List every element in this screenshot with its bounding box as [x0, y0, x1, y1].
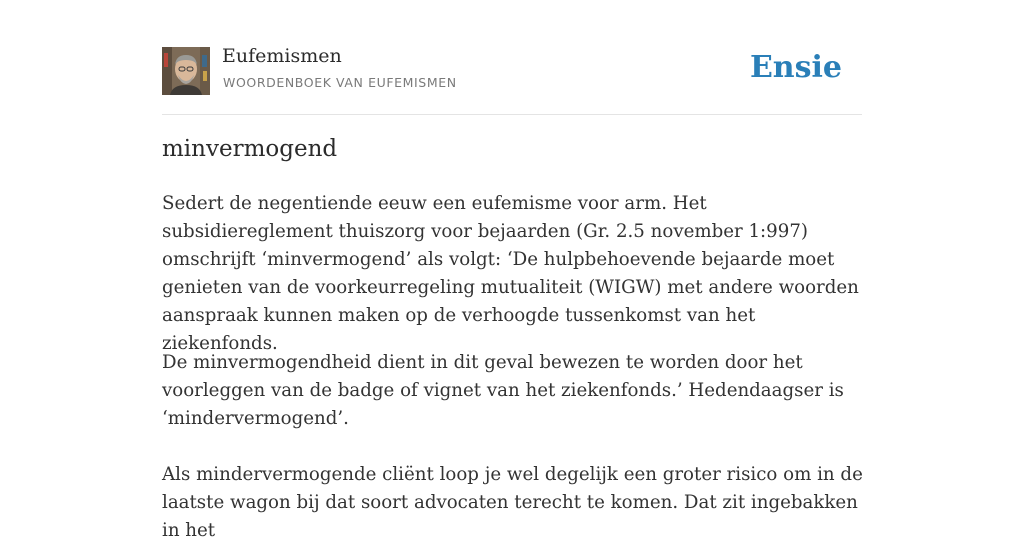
- site-name[interactable]: Eufemismen: [222, 45, 342, 67]
- author-avatar[interactable]: [162, 47, 210, 95]
- site-subtitle: WOORDENBOEK VAN EUFEMISMEN: [223, 75, 457, 90]
- entry-paragraph-1: Sedert de negentiende eeuw een eufemisme voor arm. Het subsidiereglement thuiszorg voor bejaarden (Gr. 2.5 november 1:997) omschrijft ‘minvermogend’ als volgt: ‘De hulpbehoevende bejaarde moet genieten van de voorkeurregeling mutualiteit (WIGW) met andere woorden aanspraak kunnen maken op de verhoogde tussenkomst van het ziekenfonds.: [162, 193, 859, 354]
- site-header: [162, 0, 862, 115]
- ensie-logo-link[interactable]: Ensie: [749, 50, 842, 85]
- entry-title: minvermogend: [162, 136, 338, 162]
- entry-paragraph-2: De minvermogendheid dient in dit geval bewezen te worden door het voorleggen van de badge of vignet van het ziekenfonds.’ Hedendaagser is ‘mindervermogend’.: [162, 352, 844, 429]
- entry-paragraph-3: Als mindervermogende cliënt loop je wel degelijk een groter risico om in de laatste wagon bij dat soort advocaten terecht te komen. Dat zit ingebakken in het: [162, 464, 863, 541]
- page-container: [162, 0, 863, 541]
- avatar-portrait-icon: [162, 47, 210, 95]
